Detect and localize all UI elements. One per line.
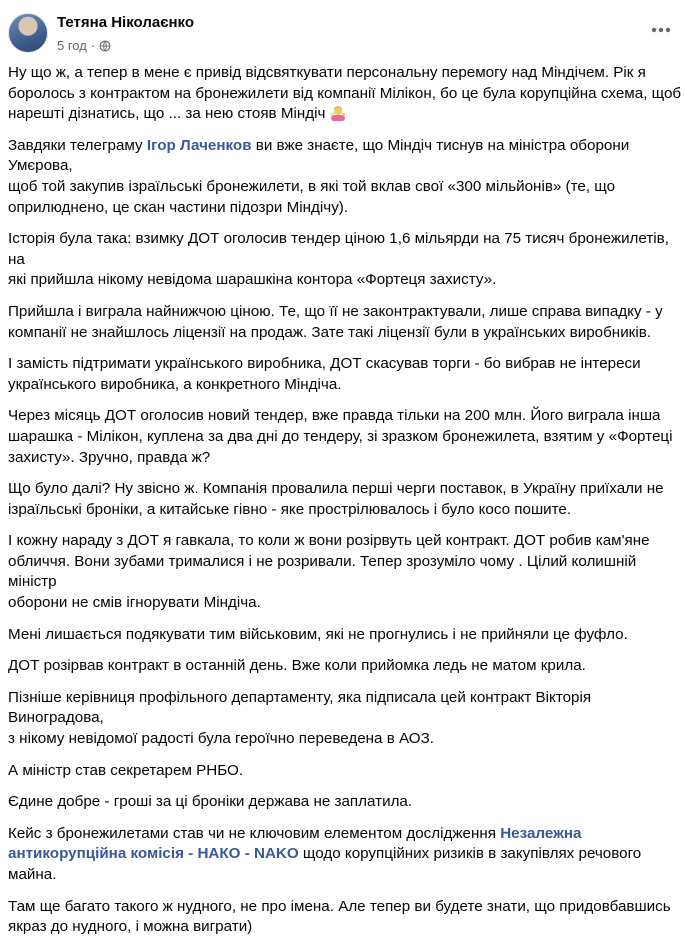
more-options-button[interactable]: [646, 18, 676, 42]
paragraph-text: Ну що ж, а тепер в мене є привід відсвяткувати персональну перемогу над Міндічем. Рік я боролось з контрактом на бронежилети від компанії Мілікон, бо це була корупційна схема, щоб нарешті дізнатись, що ... за нею стояв Міндіч: [8, 64, 682, 123]
post-paragraph: [8, 625, 684, 646]
paragraph-text: ви вже знаєте, що Міндіч тиснув на міністра оборони Умєрова, щоб той закупив ізраїльські бронежилети, в які той вклав свої «300 мільйонів» (те, що оприлюднено, це скан частини підозри Міндічу).: [8, 136, 630, 216]
timestamp[interactable]: 5 год: [57, 38, 87, 53]
post-paragraph: [8, 897, 684, 938]
paragraph-text: Історія була така: взимку ДОТ оголосив тендер ціною 1,6 мільярди на 75 тисяч бронежилетів, на які прийшла нікому невідома шарашкіна контора «Фортеця захисту».: [8, 230, 669, 289]
post-paragraph: [8, 136, 684, 218]
paragraph-text: ДОТ розірвав контракт в останній день. Вже коли прийомка ледь не матом крила.: [8, 657, 586, 675]
post-paragraph: [8, 656, 684, 677]
post-paragraph: [8, 302, 684, 343]
post-header: [0, 0, 686, 62]
paragraph-text: Що було далі? Ну звісно ж. Компанія провалила перші черги поставок, в Україну приїхали не ізраїльські броніки, а китайське гівно - яке прострілювалось і було косо пошите.: [8, 480, 664, 518]
paragraph-text: Через місяць ДОТ оголосив новий тендер, вже правда тільки на 200 млн. Його виграла інша шарашка - Мілікон, куплена за два дні до тендеру, зі зразком бронежилета, взятим у «Фортеці захисту». Зручно, правда ж?: [8, 407, 673, 466]
paragraph-text: Єдине добре - гроші за ці броніки держава не заплатила.: [8, 793, 413, 811]
post-paragraph: [8, 792, 684, 813]
post-paragraph: [8, 229, 684, 291]
post-paragraph: [8, 761, 684, 782]
post-paragraph: [8, 479, 684, 520]
paragraph-text: Мені лишається подякувати тим військовим, які не прогнулись і не прийняли це фуфло.: [8, 625, 628, 643]
mention-link[interactable]: Ігор Лаченков: [146, 136, 252, 154]
post-paragraph: [8, 354, 684, 395]
globe-icon: [99, 40, 111, 52]
paragraph-text: А міністр став секретарем РНБО.: [8, 761, 244, 779]
paragraph-text: І кожну нараду з ДОТ я гавкала, то коли ж вони розірвуть цей контракт. ДОТ робив кам'яне обличчя. Вони зубами трималися і не розривали. Тепер зрозуміло чому . Цілий колишній міністр оборони не смів ігнорувати Міндіча.: [8, 532, 650, 612]
post-paragraph: [8, 531, 684, 613]
mention-link[interactable]: Незалежна антикорупційна комісія - НАКО - NAKO: [8, 824, 582, 863]
paragraph-text: Пізніше керівниця профільного департаменту, яка підписала цей контракт Вікторія Виноградова, з нікому невідомої радості була героїчно переведена в АОЗ.: [8, 688, 592, 748]
avatar[interactable]: [8, 13, 48, 53]
author-name[interactable]: Тетяна Ніколаєнко: [57, 14, 195, 31]
paragraph-text: Прийшла і виграла найнижчою ціною. Те, що її не законтрактували, лише справа випадку - у компанії не знайшлось ліцензії на продаж. Зате такі ліцензії були в українських виробників.: [8, 302, 663, 341]
post-paragraph: [8, 63, 684, 125]
post-meta: [57, 38, 111, 53]
paragraph-text: Завдяки телеграму: [8, 136, 147, 154]
paragraph-text: І замість підтримати українського виробника, ДОТ скасував торги - бо вибрав не інтереси українського виробника, а конкретного Міндіча.: [8, 355, 641, 393]
post-body: [8, 63, 684, 949]
paragraph-text: щодо корупційних ризиків в закупівлях речового майна.: [8, 845, 642, 883]
paragraph-text: Там ще багато такого ж нудного, не про імена. Але тепер ви будете знати, що придовбавшись якраз до нудного, і можна виграти): [8, 897, 671, 936]
more-horizontal-icon: [651, 27, 671, 33]
paragraph-text: Кейс з бронежилетами став чи не ключовим елементом дослідження: [8, 824, 501, 842]
post-paragraph: [8, 406, 684, 468]
post-paragraph: [8, 824, 684, 886]
meta-separator: ·: [90, 38, 96, 53]
woman-shrugging-emoji-icon: [330, 105, 346, 121]
post-paragraph: [8, 688, 684, 750]
